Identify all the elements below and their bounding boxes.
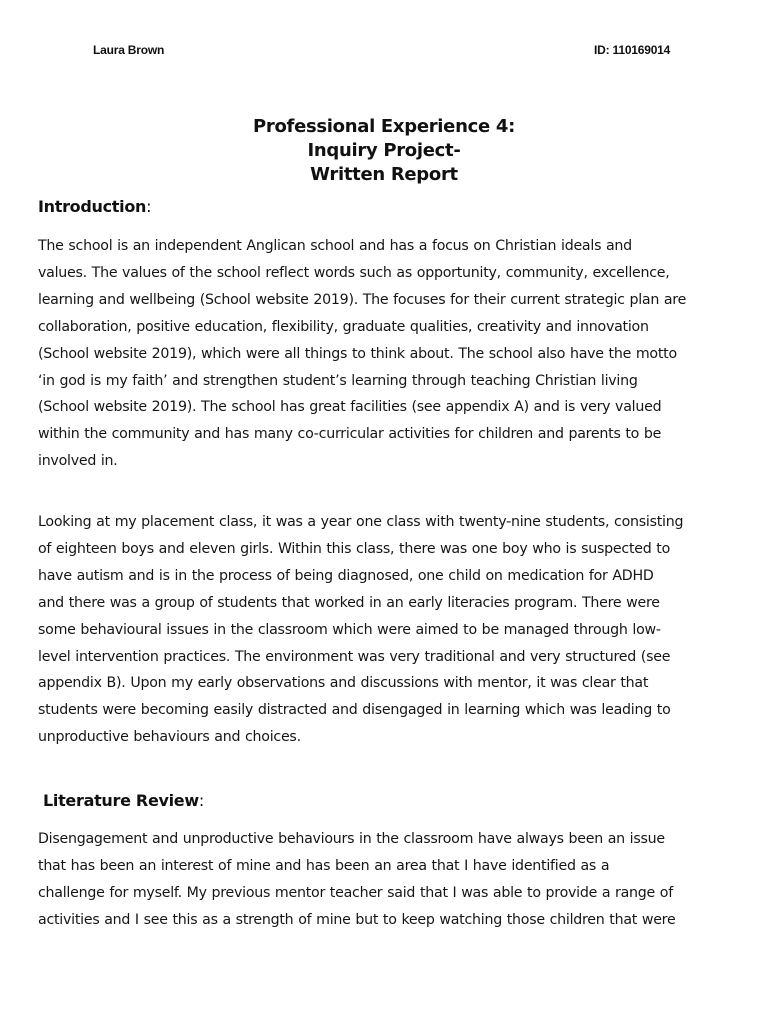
paragraph-line: The school is an independent Anglican school and has a focus on Christian ideals and [38,238,632,254]
title-line-1: Professional Experience 4: [253,116,515,137]
literature-review-heading-colon: : [198,791,204,810]
paragraph-line: appendix B). Upon my early observations and discussions with mentor, it was clear that [38,675,649,692]
paragraph-line: activities and I see this as a strength of mine but to keep watching those children that were [38,911,676,928]
paragraph-line: that has been an interest of mine and has been an area that I have identified as a [38,857,610,874]
introduction-heading-colon: : [146,197,152,216]
paragraph-line: and there was a group of students that worked in an early literacies program. There were [38,594,660,611]
paragraph-line: ‘in god is my faith’ and strengthen student’s learning through teaching Christian living [38,372,638,389]
literature-review-paragraph-1 [38,826,738,934]
title-line-3: Written Report [310,164,458,185]
paragraph-line: Looking at my placement class, it was a year one class with twenty-nine students, consisting [38,514,684,530]
paragraph-line: learning and wellbeing (School website 2019). The focuses for their current strategic plan are [38,291,687,308]
paragraph-line: some behavioural issues in the classroom which were aimed to be managed through low- [38,621,661,638]
paragraph-line: (School website 2019). The school has great facilities (see appendix A) and is very valued [38,399,662,416]
literature-review-heading-text: Literature Review [43,791,199,810]
introduction-heading [38,197,151,217]
paragraph-line: of eighteen boys and eleven girls. Within this class, there was one boy who is suspected to [38,540,670,557]
paragraph-line: (School website 2019), which were all things to think about. The school also have the motto [38,345,677,362]
paragraph-line: involved in. [38,453,118,470]
paragraph-line: within the community and has many co-curricular activities for children and parents to be [38,426,662,443]
paragraph-line: Disengagement and unproductive behaviours in the classroom have always been an issue [38,831,665,847]
paragraph-line: level intervention practices. The environment was very traditional and very structured (see [38,648,671,665]
document-title [0,115,768,187]
paragraph-line: challenge for myself. My previous mentor teacher said that I was able to provide a range of [38,884,673,901]
header-student-id: ID: 110169014 [594,43,671,57]
paragraph-line: students were becoming easily distracted and disengaged in learning which was leading to [38,702,671,719]
paragraph-line: collaboration, positive education, flexibility, graduate qualities, creativity and innovation [38,318,649,335]
literature-review-heading [43,791,204,811]
introduction-paragraph-2 [38,509,738,751]
paragraph-line: unproductive behaviours and choices. [38,729,301,746]
introduction-paragraph-1 [38,233,738,475]
introduction-heading-text: Introduction [38,197,147,216]
title-line-2: Inquiry Project- [307,140,461,161]
header-author: Laura Brown [93,43,165,57]
paragraph-line: values. The values of the school reflect words such as opportunity, community, excellence, [38,264,670,281]
paragraph-line: have autism and is in the process of being diagnosed, one child on medication for ADHD [38,567,654,584]
